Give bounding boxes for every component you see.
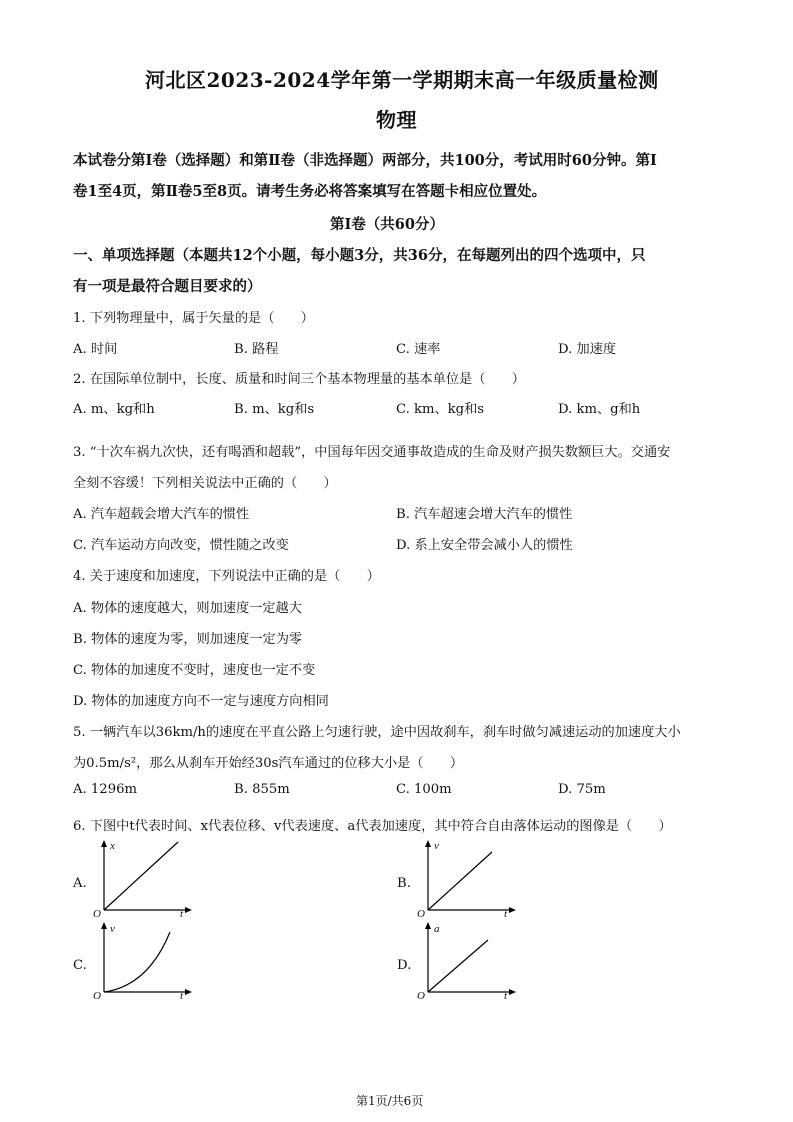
question-3-option-d: D. 系上安全带会减小人的惯性 <box>396 538 573 553</box>
question-4-option-b: B. 物体的速度为零，则加速度一定为零 <box>73 632 303 647</box>
section-heading-line-1: 一、单项选择题（本题共12个小题，每小题3分，共36分，在每题列出的四个选项中，只 <box>73 247 646 264</box>
graph-d-x-arrow <box>509 989 516 995</box>
graph-d-y-label: a <box>434 923 440 935</box>
instructions-line-1: 本试卷分第Ⅰ卷（选择题）和第Ⅱ卷（非选择题）两部分，共100分，考试用时60分钟。第Ⅰ <box>73 152 657 169</box>
graph-d-x-label: t <box>504 990 508 1002</box>
question-5-option-c: C. 100m <box>396 782 452 797</box>
question-3-stem-line-1: 3. “十次车祸九次快，还有喝酒和超载”，中国每年因交通事故造成的生命及财产损失数额巨大。交通安 <box>73 445 671 460</box>
question-1-option-c: C. 速率 <box>396 342 441 357</box>
question-4-option-a: A. 物体的速度越大，则加速度一定越大 <box>73 601 302 616</box>
graph-d-y-arrow <box>425 922 431 929</box>
question-4-option-d: D. 物体的加速度方向不一定与速度方向相同 <box>73 694 329 709</box>
graph-a-curve <box>104 842 178 910</box>
graph-b-y-arrow <box>425 840 431 847</box>
question-3-stem-line-2: 全刻不容缓！下列相关说法中正确的（ ） <box>73 476 337 491</box>
question-2-option-c: C. km、kg和s <box>396 402 485 417</box>
graph-a-y-arrow <box>101 840 107 847</box>
question-2-option-b: B. m、kg和s <box>234 402 315 417</box>
graph-b-x-label: t <box>504 908 508 920</box>
graph-b-x-arrow <box>509 907 516 913</box>
graph-c-y-label: v <box>110 923 115 935</box>
question-2-stem: 2. 在国际单位制中，长度、质量和时间三个基本物理量的基本单位是（ ） <box>73 372 525 387</box>
question-1-option-b: B. 路程 <box>234 342 279 357</box>
subject-title: 物理 <box>376 108 417 132</box>
graph-d-curve <box>428 940 488 992</box>
graph-a-y-label: x <box>110 840 115 852</box>
instructions-line-2: 卷1至4页，第Ⅱ卷5至8页。请考生务必将答案填写在答题卡相应位置处。 <box>73 183 547 200</box>
question-6-option-b-label: B. <box>397 876 411 891</box>
question-5-option-a: A. 1296m <box>73 782 137 797</box>
question-1-stem: 1. 下列物理量中，属于矢量的是（ ） <box>73 311 314 326</box>
graph-c-curve <box>104 932 170 992</box>
question-6-stem: 6. 下图中t代表时间、x代表位移、v代表速度、a代表加速度，其中符合自由落体运动的图像是（ ） <box>73 819 672 834</box>
graph-c-y-arrow <box>101 922 107 929</box>
question-6-option-a-label: A. <box>73 876 87 891</box>
graph-c-x-arrow <box>185 989 192 995</box>
question-5-stem-line-2: 为0.5m/s²，那么从刹车开始经30s汽车通过的位移大小是（ ） <box>73 756 464 771</box>
question-5-option-d: D. 75m <box>558 782 606 797</box>
graph-a-x-label: t <box>180 908 184 920</box>
graph-c-x-label: t <box>180 990 184 1002</box>
graph-b-curve <box>428 852 492 910</box>
part-title: 第Ⅰ卷（共60分） <box>330 216 444 233</box>
graph-c-origin-label: O <box>93 990 101 1002</box>
graph-a-origin-label: O <box>93 908 101 920</box>
question-4-option-c: C. 物体的加速度不变时，速度也一定不变 <box>73 663 316 678</box>
graph-d-origin-label: O <box>417 990 425 1002</box>
graph-b-origin-label: O <box>417 908 425 920</box>
question-2-option-d: D. km、g和h <box>558 402 641 417</box>
exam-title: 河北区2023-2024学年第一学期期末高一年级质量检测 <box>145 68 659 92</box>
question-6-option-d-label: D. <box>397 958 412 973</box>
question-3-option-a: A. 汽车超载会增大汽车的惯性 <box>73 507 250 522</box>
graph-a-x-arrow <box>185 907 192 913</box>
question-6-option-c-label: C. <box>73 958 87 973</box>
graph-b-y-label: v <box>434 840 439 852</box>
page-number: 第1页/共6页 <box>356 1094 424 1108</box>
question-1-option-a: A. 时间 <box>73 342 118 357</box>
question-5-option-b: B. 855m <box>234 782 290 797</box>
question-1-option-d: D. 加速度 <box>558 342 617 357</box>
question-3-option-c: C. 汽车运动方向改变，惯性随之改变 <box>73 538 289 553</box>
section-heading-line-2: 有一项是最符合题目要求的） <box>73 278 262 295</box>
question-2-option-a: A. m、kg和h <box>73 402 155 417</box>
question-5-stem-line-1: 5. 一辆汽车以36km/h的速度在平直公路上匀速行驶，途中因故刹车，刹车时做匀减速运动的加速度大小 <box>73 725 681 740</box>
question-3-option-b: B. 汽车超速会增大汽车的惯性 <box>396 507 573 522</box>
question-4-stem: 4. 关于速度和加速度，下列说法中正确的是（ ） <box>73 569 380 584</box>
